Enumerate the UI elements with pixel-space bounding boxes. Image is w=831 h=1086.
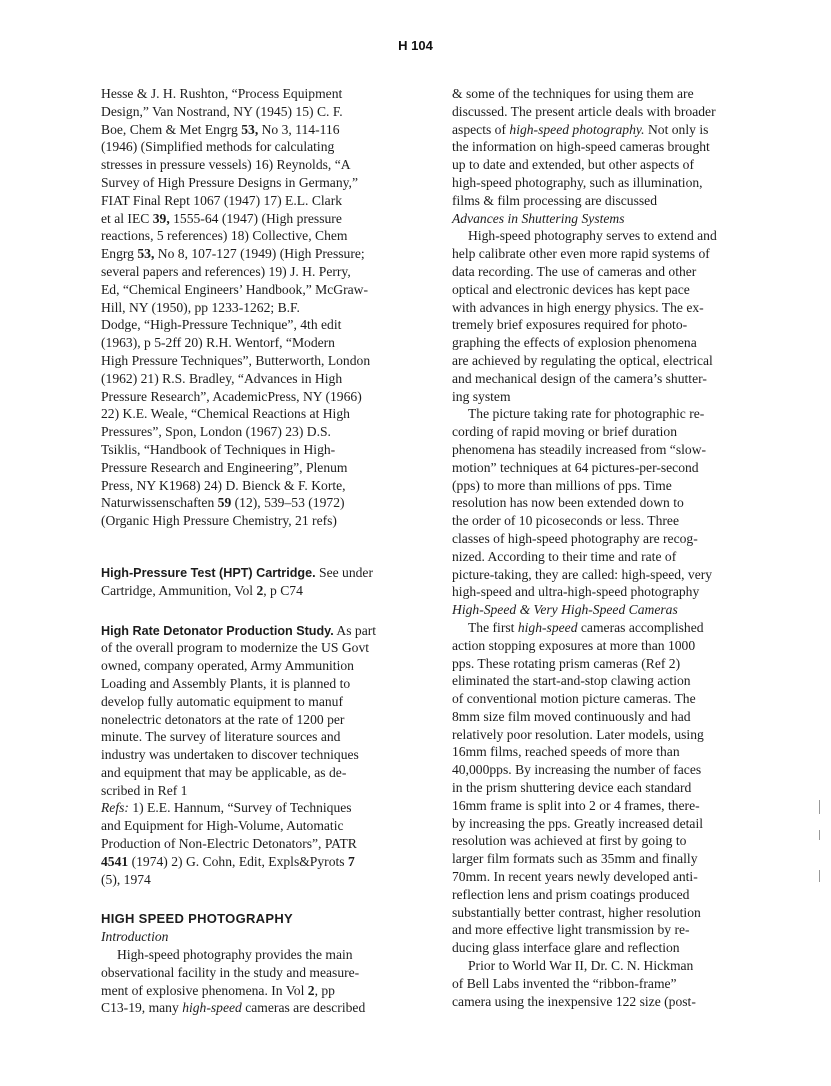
scan-mark	[819, 830, 820, 840]
text-span: , pp	[314, 982, 335, 998]
text-line: 16mm frame is split into 2 or 4 frames, there-	[452, 797, 700, 813]
right-column	[452, 85, 762, 1010]
text-line: camera using the inexpensive 122 size (post-	[452, 993, 696, 1009]
text-line: and mechanical design of the camera’s shutter-	[452, 370, 707, 386]
emphasis: high-speed photography.	[509, 121, 645, 137]
text-line: Pressures”, Spon, London (1967) 23) D.S.	[101, 424, 331, 440]
section-heading: HIGH SPEED PHOTOGRAPHY	[101, 911, 294, 927]
text-line: Design,” Van Nostrand, NY (1945) 15) C. F.	[101, 103, 343, 119]
volume-number: 7	[347, 853, 355, 869]
text-line: 40,000pps. By increasing the number of faces	[452, 762, 702, 778]
text-span: 1) E.E. Hannum, “Survey of Techniques	[128, 800, 352, 816]
text-span: (12), 539–53 (1972)	[231, 495, 345, 511]
text-span: Naturwissenschaften	[101, 495, 218, 511]
text-line: of conventional motion picture cameras. The	[452, 691, 696, 707]
text-span: cameras are described	[241, 1000, 366, 1016]
text-line: help calibrate other even more rapid systems of	[452, 246, 710, 262]
text-line	[101, 622, 406, 640]
text-line	[101, 564, 406, 582]
text-line: with advances in high energy physics. The ex-	[452, 299, 704, 315]
text-line: resolution has now been extended down to	[452, 495, 684, 511]
text-line: The picture taking rate for photographic re-	[468, 406, 705, 422]
text-line: data recording. The use of cameras and other	[452, 263, 697, 279]
text-span: 1555-64 (1947) (High pressure	[169, 210, 342, 226]
text-line: graphing the effects of explosion phenomena	[452, 335, 697, 351]
text-line: Hill, NY (1950), pp 1233-1262; B.F.	[101, 299, 300, 315]
subheading: Introduction	[101, 929, 169, 945]
text-line: picture-taking, they are called: high-speed, very	[452, 566, 713, 582]
text-line: Ed, “Chemical Engineers’ Handbook,” McGraw-	[101, 281, 368, 297]
volume-number: 59	[217, 495, 232, 511]
text-line: high-speed and ultra-high-speed photography	[452, 584, 700, 600]
text-line: several papers and references) 19) J. H. Perry,	[101, 263, 351, 279]
text-line: High-speed photography provides the main	[117, 947, 353, 963]
text-line	[101, 245, 406, 263]
emphasis: high-speed	[517, 619, 578, 635]
text-line: reflection lens and prism coatings produced	[452, 886, 690, 902]
text-line: & some of the techniques for using them are	[452, 86, 694, 101]
text-line: (1963), p 5-2ff 20) R.H. Wentorf, “Modern	[101, 335, 335, 351]
text-line: of the overall program to modernize the US Govt	[101, 640, 370, 656]
text-line	[101, 121, 406, 139]
text-line: ducing glass interface glare and reflection	[452, 940, 680, 956]
text-line: Hesse & J. H. Rushton, “Process Equipment	[101, 86, 343, 101]
text-span: ment of explosive phenomena. In Vol	[101, 982, 308, 998]
text-line: high-speed photography, such as illumination,	[452, 174, 703, 190]
text-line: of Bell Labs invented the “ribbon-frame”	[452, 975, 677, 991]
text-line: 8mm size film moved continuously and had	[452, 708, 691, 724]
text-line	[101, 999, 406, 1017]
text-line: resolution was achieved at first by going to	[452, 833, 687, 849]
text-span: et al IEC	[101, 210, 153, 226]
text-line	[101, 210, 406, 228]
text-span: C13-19, many	[101, 1000, 183, 1016]
high-speed-photography-section	[101, 910, 406, 1017]
text-line: 22) K.E. Weale, “Chemical Reactions at High	[101, 406, 350, 422]
text-line	[101, 799, 406, 817]
page-number-header: H 104	[398, 38, 433, 53]
text-line: High-speed photography serves to extend and	[468, 228, 717, 244]
subheading: Advances in Shuttering Systems	[452, 210, 625, 226]
text-line: FIAT Final Rept 1067 (1947) 17) E.L. Clark	[101, 192, 343, 208]
text-line: action stopping exposures at more than 1000	[452, 637, 696, 653]
hpt-cartridge-entry	[101, 564, 406, 600]
text-span: No 3, 114-116	[258, 121, 340, 137]
volume-number: 39,	[152, 210, 170, 226]
text-line	[101, 494, 406, 512]
text-line: pps. These rotating prism cameras (Ref 2)	[452, 655, 681, 671]
volume-number: 53,	[137, 246, 155, 262]
text-line: minute. The survey of literature sources and	[101, 729, 341, 745]
text-line: motion” techniques at 64 pictures-per-second	[452, 459, 699, 475]
text-line: Dodge, “High-Pressure Technique”, 4th edit	[101, 317, 342, 333]
text-line: (1946) (Simplified methods for calculating	[101, 139, 335, 155]
text-span: As part	[333, 622, 377, 638]
text-line	[101, 853, 406, 871]
text-span: cameras accomplished	[577, 619, 704, 635]
volume-number: 53,	[241, 121, 259, 137]
text-span: No 8, 107-127 (1949) (High Pressure;	[154, 246, 365, 262]
text-line: eliminated the start-and-stop clawing action	[452, 673, 691, 689]
text-line: Prior to World War II, Dr. C. N. Hickman	[468, 958, 694, 974]
text-line: industry was undertaken to discover techniques	[101, 747, 359, 763]
text-line: 16mm films, reached speeds of more than	[452, 744, 680, 760]
refs-label: Refs:	[101, 800, 129, 816]
emphasis: high-speed	[182, 1000, 242, 1016]
text-line: (Organic High Pressure Chemistry, 21 refs)	[101, 513, 337, 529]
text-line: observational facility in the study and measure-	[101, 964, 360, 980]
text-line: Pressure Research”, AcademicPress, NY (1966)	[101, 388, 362, 404]
text-span: The first	[468, 619, 518, 635]
text-line: develop fully automatic equipment to manuf	[101, 693, 343, 709]
text-line: classes of high-speed photography are recog-	[452, 530, 698, 546]
subheading: High-Speed & Very High-Speed Cameras	[452, 602, 678, 618]
text-line: scribed in Ref 1	[101, 782, 188, 798]
text-span: Engrg	[101, 246, 138, 262]
text-span: Cartridge, Ammunition, Vol	[101, 582, 257, 598]
left-column	[101, 85, 406, 1017]
text-line: (5), 1974	[101, 871, 151, 887]
text-line: Pressure Research and Engineering”, Plenum	[101, 459, 348, 475]
text-line: reactions, 5 references) 18) Collective, Chem	[101, 228, 348, 244]
scan-mark	[819, 870, 820, 882]
text-line: Press, NY K1968) 24) D. Bienck & F. Korte,	[101, 477, 346, 493]
text-line: stresses in pressure vessels) 16) Reynolds, “A	[101, 157, 351, 173]
text-line	[101, 582, 406, 600]
volume-number: 2	[256, 582, 264, 598]
text-line: the order of 10 picoseconds or less. Three	[452, 513, 679, 529]
text-span: , p C74	[263, 582, 303, 598]
entry-title: High Rate Detonator Production Study.	[101, 623, 334, 638]
text-line: nized. According to their time and rate of	[452, 548, 677, 564]
text-line: (pps) to more than millions of pps. Time	[452, 477, 672, 493]
report-number: 4541	[101, 853, 129, 869]
entry-title: High-Pressure Test (HPT) Cartridge.	[101, 565, 316, 580]
text-line: phenomena has steadily increased from “slow-	[452, 441, 707, 457]
text-line: larger film formats such as 35mm and finally	[452, 851, 698, 867]
text-line	[452, 619, 762, 637]
text-line: relatively poor resolution. Later models, using	[452, 726, 704, 742]
scan-mark	[819, 800, 820, 814]
references-continued	[101, 85, 406, 530]
text-line: optical and electronic devices has kept pace	[452, 281, 690, 297]
text-line: Production of Non-Electric Detonators”, PATR	[101, 836, 357, 852]
text-line: nonelectric detonators at the rate of 1200 per	[101, 711, 345, 727]
detonator-study-entry	[101, 622, 406, 889]
text-line: and Equipment for High-Volume, Automatic	[101, 818, 344, 834]
text-span: Not only is	[644, 121, 709, 137]
text-line	[101, 982, 406, 1000]
text-line: Tsiklis, “Handbook of Techniques in High-	[101, 441, 336, 457]
text-span: Boe, Chem & Met Engrg	[101, 121, 242, 137]
text-line: cording of rapid moving or brief duration	[452, 424, 677, 440]
text-line: by increasing the pps. Greatly increased detail	[452, 815, 704, 831]
text-line: the information on high-speed cameras brought	[452, 139, 710, 155]
text-line: are achieved by regulating the optical, electrical	[452, 352, 713, 368]
text-line: ing system	[452, 388, 511, 404]
text-span: aspects of	[452, 121, 510, 137]
text-line	[452, 121, 762, 139]
text-line: owned, company operated, Army Ammunition	[101, 658, 354, 674]
text-span: See under	[315, 564, 373, 580]
text-line: films & film processing are discussed	[452, 192, 658, 208]
text-line: High Pressure Techniques”, Butterworth, London	[101, 352, 371, 368]
text-line: and equipment that may be applicable, as de-	[101, 764, 347, 780]
text-line: up to date and extended, but other aspects of	[452, 157, 694, 173]
text-line: Loading and Assembly Plants, it is planned to	[101, 675, 351, 691]
text-line: 70mm. In recent years newly developed anti-	[452, 869, 698, 885]
text-line: in the prism shuttering device each standard	[452, 780, 692, 796]
text-line: Survey of High Pressure Designs in Germany,”	[101, 174, 358, 190]
text-line: discussed. The present article deals with broader	[452, 103, 716, 119]
text-line: (1962) 21) R.S. Bradley, “Advances in High	[101, 370, 343, 386]
text-line: tremely brief exposures required for photo-	[452, 317, 688, 333]
text-line: and more effective light transmission by re-	[452, 922, 690, 938]
text-line: substantially better contrast, higher resolution	[452, 904, 701, 920]
text-span: (1974) 2) G. Cohn, Edit, Expls&Pyrots	[128, 853, 348, 869]
volume-number: 2	[307, 982, 315, 998]
